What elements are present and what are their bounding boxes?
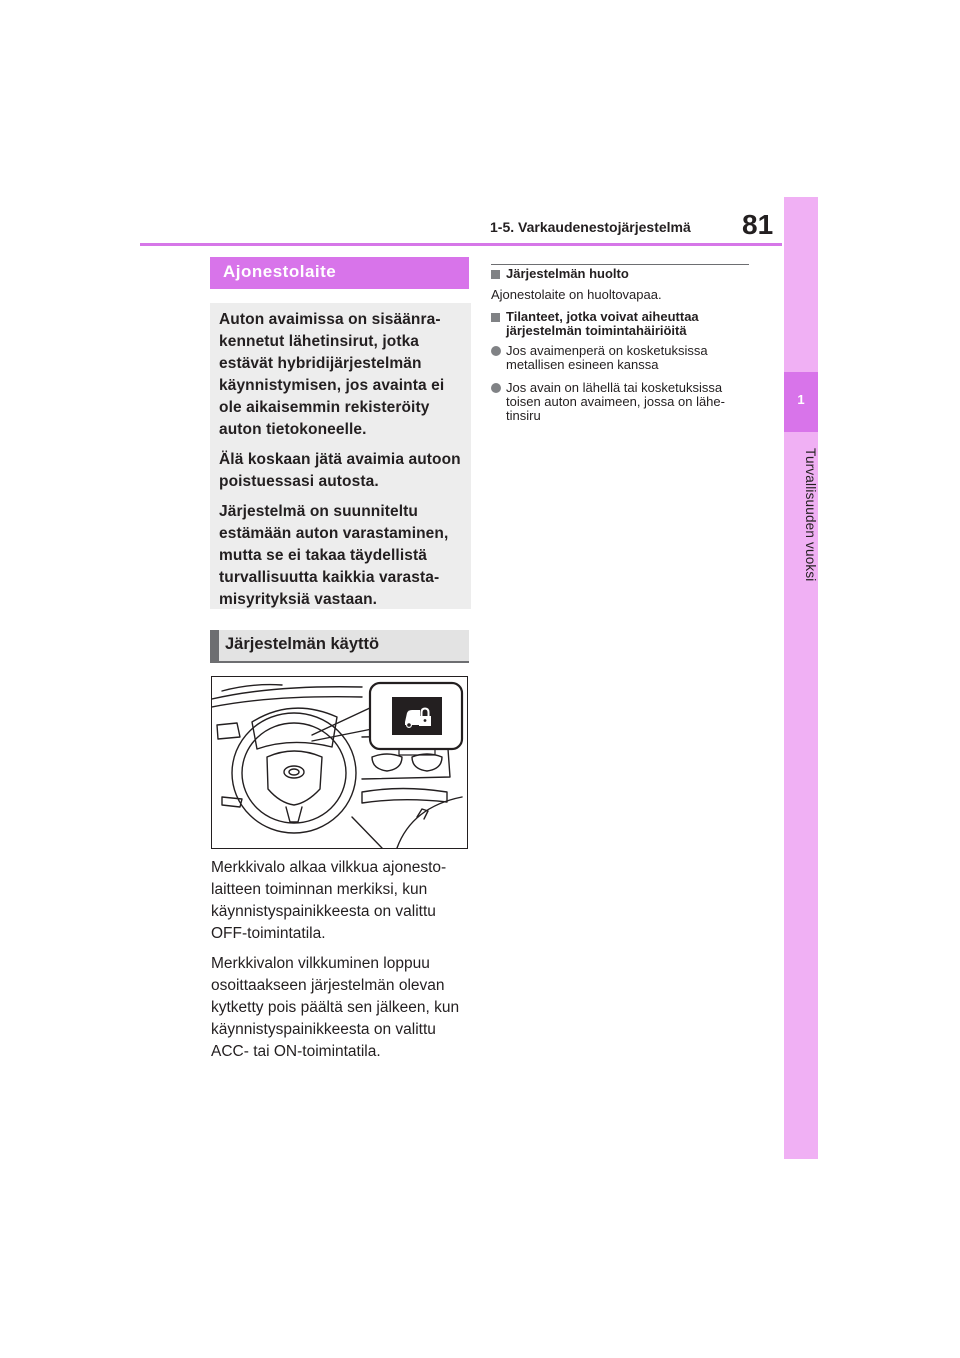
- list-item-text: Jos avain on lähellä tai kosketuksissa toisen auton avaimeen, jossa on lähe-tinsiru: [506, 380, 725, 423]
- list-item: [491, 381, 753, 423]
- chapter-number: 1: [797, 392, 805, 407]
- square-bullet-icon: [491, 313, 500, 322]
- right-column-rule: [491, 264, 749, 265]
- heading-ajonestolaite: Ajonestolaite: [210, 257, 469, 289]
- security-indicator-lock-icon: [393, 696, 443, 736]
- caution-paragraph: Älä koskaan jätä avaimia autoon poistuessasi autosta.: [219, 451, 461, 490]
- dashboard-illustration: [211, 676, 468, 849]
- header-rule: [140, 243, 782, 246]
- left-body-text: [211, 857, 473, 1071]
- round-bullet-icon: [491, 383, 501, 393]
- body-paragraph: Merkkivalo alkaa vilkkua ajonesto-laitteen toiminnan merkiksi, kun käynnistyspainikkeesta on valittu OFF-toimintatila.: [211, 859, 447, 942]
- heading-jarjestelman-kaytto: Järjestelmän käyttö: [210, 630, 469, 663]
- subheading-toimintahairiot: [491, 310, 753, 338]
- section-title: 1-5. Varkaudenestojärjestelmä: [490, 219, 691, 235]
- chapter-label: Turvallisuuden vuoksi: [803, 448, 818, 582]
- caution-box: [210, 303, 471, 609]
- square-bullet-icon: [491, 270, 500, 279]
- caution-paragraph: Auton avaimissa on sisäänra-kennetut lähetinsirut, jotka estävät hybridijärjestelmän käynnistymisen, jos avainta ei ole aikaisemmin rekisteröity auton tietokoneelle.: [219, 311, 445, 438]
- page-number: 81: [742, 209, 774, 240]
- subheading-text: Järjestelmän huolto: [506, 266, 629, 281]
- list-item-text: Jos avaimenperä on kosketuksissa metallisen esineen kanssa: [506, 343, 708, 372]
- chapter-side-tab: [784, 197, 818, 1159]
- list-item: [491, 344, 753, 372]
- subheading-huolto: [491, 267, 753, 281]
- right-column: [491, 267, 753, 432]
- body-paragraph: Merkkivalon vilkkuminen loppuu osoittaakseen järjestelmän olevan kytketty pois päältä sen jälkeen, kun käynnistyspainikkeesta on valittu ACC- tai ON-toimintatila.: [211, 955, 460, 1060]
- round-bullet-icon: [491, 346, 501, 356]
- huolto-text: Ajonestolaite on huoltovapaa.: [491, 287, 662, 302]
- caution-paragraph: Järjestelmä on suunniteltu estämään auton varastaminen, mutta se ei takaa täydellistä turvallisuutta kaikkia varasta-misyrityksiä vastaan.: [219, 503, 449, 608]
- subheading-text: Tilanteet, jotka voivat aiheuttaa järjestelmän toimintahäiriöitä: [506, 309, 699, 338]
